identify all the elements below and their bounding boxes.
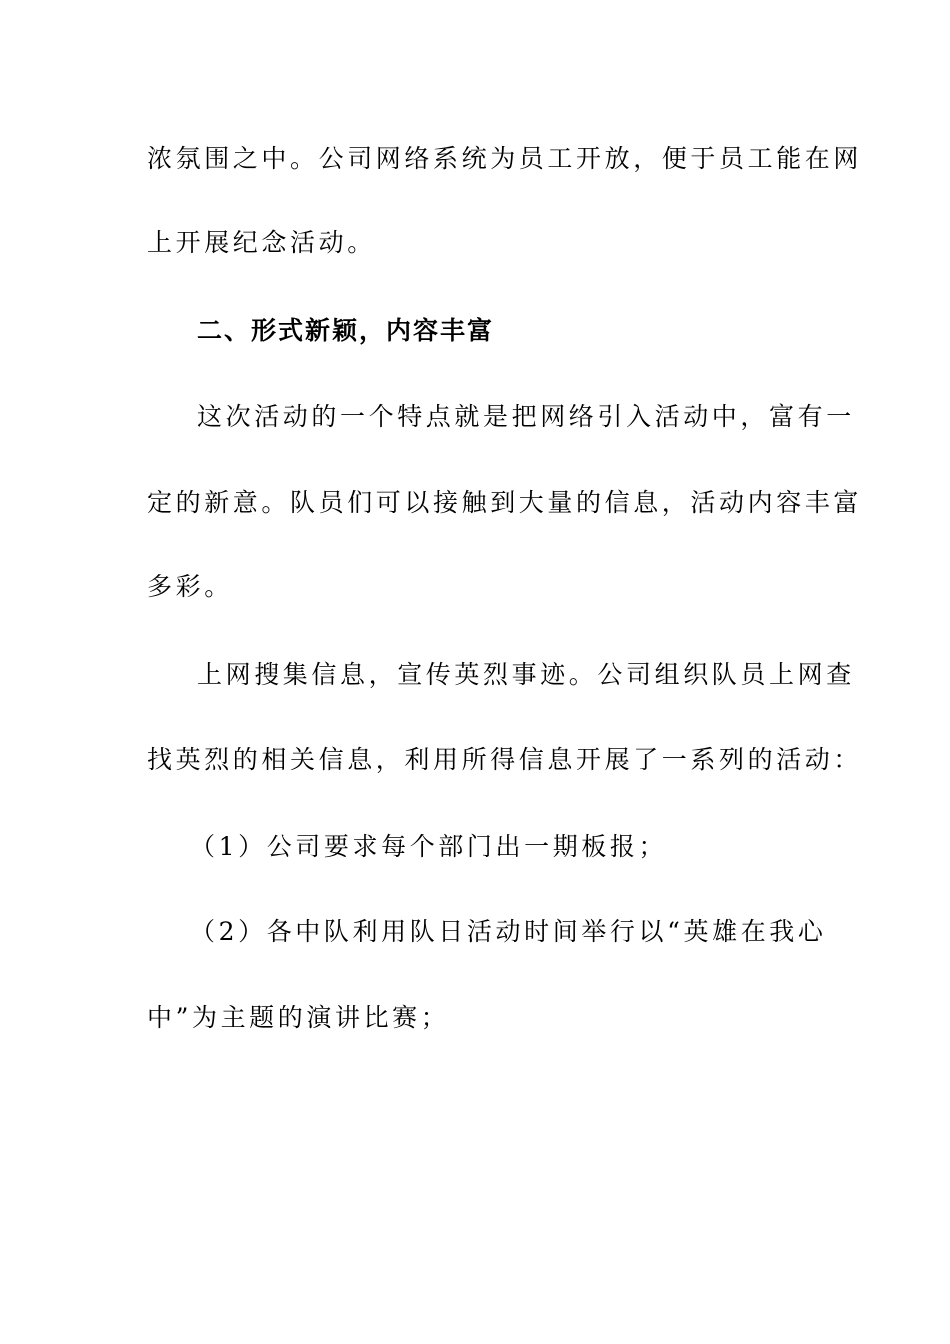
paragraph-3-line-2: 找英烈的相关信息，利用所得信息开展了一系列的活动： (147, 745, 863, 774)
section-heading: 二、形式新颖，内容丰富 (197, 316, 495, 345)
list-item-2-line-2: 中”为主题的演讲比赛； (147, 1003, 450, 1032)
paragraph-1-line-1: 浓氛围之中。公司网络系统为员工开放，便于员工能在网 (147, 144, 863, 173)
paragraph-3-line-1: 上网搜集信息，宣传英烈事迹。公司组织队员上网查 (197, 660, 855, 689)
paragraph-2-line-3: 多彩。 (147, 572, 233, 601)
list-item-1: （1）公司要求每个部门出一期板报； (190, 832, 668, 861)
paragraph-2-line-2: 定的新意。队员们可以接触到大量的信息，活动内容丰富 (147, 488, 863, 517)
paragraph-1-line-2: 上开展纪念活动。 (147, 228, 376, 257)
list-item-2-line-1: （2）各中队利用队日活动时间举行以“英雄在我心 (190, 917, 827, 946)
paragraph-2-line-1: 这次活动的一个特点就是把网络引入活动中，富有一 (197, 402, 855, 431)
